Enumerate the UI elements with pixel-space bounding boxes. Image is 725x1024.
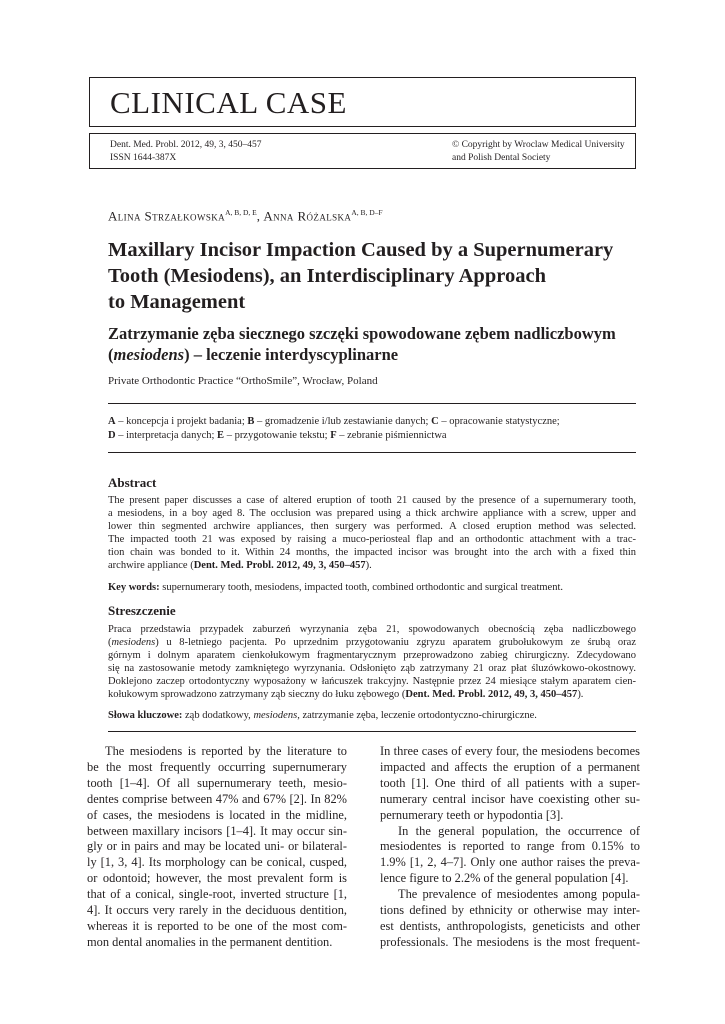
title-line: (mesiodens) – leczenie interdyscyplinarne [108, 345, 399, 364]
body-line: pernumerary teeth or hypodontia [3]. [380, 807, 564, 822]
body-line: impacted and affects the eruption of a permanent [380, 759, 640, 774]
copyright-line: © Copyright by Wroclaw Medical University [452, 140, 625, 150]
section-header-box [89, 77, 636, 127]
body-line: between maxillary incisors [1–4]. It may occur sin- [87, 823, 347, 838]
body-line: lence figure to 2.2% of the general population [4]. [380, 871, 629, 886]
streszczenie-line: (mesiodens) u 8-letniego pacjenta. Po uprzednim przygotowaniu zgryzu aparatem grubołukowym ze śrubą oraz [108, 636, 636, 648]
author-name: Alina Strzałkowska [108, 208, 226, 224]
body-line: or odontoid; however, the most prevalent form is [87, 871, 347, 886]
streszczenie-line: kołukowym sprowadzono zatrzymany ząb sieczny do łuku zębowego (Dent. Med. Probl. 2012, 49, 3, 450–457). [108, 688, 584, 700]
body-line: of cases, the mesiodens is located in the midline, [87, 807, 347, 822]
body-line: professionals. The mesiodens is the most frequent- [380, 934, 640, 949]
streszczenie-text [108, 624, 636, 701]
author-list [108, 208, 383, 224]
contribution-legend [108, 415, 560, 442]
streszczenie-line: Praca przedstawia przypadek zaburzeń wyrzynania zęba 21, spowodowanych obecnością zęba nadliczbowego [108, 624, 636, 635]
contribution-line: D – interpretacja danych; E – przygotowanie tekstu; F – zebranie piśmiennictwa [108, 429, 447, 441]
title-line: Tooth (Mesiodens), an Interdisciplinary Approach [108, 265, 546, 287]
abstract-line: archwire appliance (Dent. Med. Probl. 2012, 49, 3, 450–457). [108, 559, 372, 571]
author-name: Anna Różalska [263, 208, 352, 224]
title-line: Zatrzymanie zęba siecznego szczęki spowodowane zębem nadliczbowym [108, 324, 616, 343]
abstract-text [108, 495, 636, 572]
keywords-label: Key words: [108, 582, 160, 593]
copyright-line: and Polish Dental Society [452, 153, 551, 163]
divider [108, 403, 636, 404]
divider [108, 731, 636, 732]
title-line: to Management [108, 291, 246, 313]
contribution-line: A – koncepcja i projekt badania; B – gromadzenie i/lub zestawianie danych; C – opracowanie statystyczne; [108, 416, 560, 427]
author-separator: , [256, 208, 264, 224]
body-line: that of a conical, single-root, inverted structure [1, [87, 887, 347, 902]
body-line: The mesiodens is reported by the literature to [105, 744, 347, 758]
abstract-heading: Abstract [108, 475, 157, 490]
author-contribution-sup: A, B, D–F [351, 208, 383, 217]
body-line: mesiodentes is reported to range from 0.15% to [380, 839, 640, 854]
abstract-line: lower thin segmented archwire appliances, then surgery was performed. A closed eruption method was selected. [108, 520, 636, 532]
streszczenie-line: Doklejono zaczep ortodontyczny wyposażony w łańcuszek trakcyjny. Następnie przez 24 miesiące stałym aparatem cien- [108, 675, 636, 687]
article-title-en [108, 237, 638, 315]
streszczenie-line: górnym i dolnym aparatem cienkołukowym fragmentarycznym przeprowadzono zabieg chirurgiczny. Zdecydowano [108, 649, 636, 661]
body-line: tions defined by ethnicity or otherwise may inter- [380, 903, 640, 918]
body-line: ly [1, 3, 4]. Its morphology can be conical, cusped, [87, 855, 347, 870]
body-line: 1.9% [1, 2, 4–7]. Only one author raises the preva- [380, 855, 640, 870]
body-line: mon dental anomalies in the permanent dentition. [87, 934, 333, 949]
title-line: Maxillary Incisor Impaction Caused by a Supernumerary [108, 239, 614, 261]
body-line: dentes comprise between 47% and 67% [2]. In 82% [87, 791, 347, 806]
body-line: whereas it is reported to be one of the most com- [87, 918, 347, 933]
body-line: In three cases of every four, the mesiodens becomes [380, 744, 640, 758]
section-title: CLINICAL CASE [110, 85, 347, 120]
abstract-line: tion chain was bonded to it. Within 24 months, the impacted incisor was brought into the arch with a fixed thin [108, 546, 636, 558]
abstract-line: The present paper discusses a case of altered eruption of tooth 21 caused by the presence of a supernumerary tooth, [108, 495, 636, 506]
body-line: The prevalence of mesiodentes among popula- [398, 887, 640, 902]
body-line: tooth [1–4]. Of all supernumerary teeth, mesio- [87, 775, 347, 790]
divider [108, 452, 636, 453]
abstract-line: a mesiodens, in a boy aged 8. The occlusion was prepared using a thick archwire appliance with a screw, upper and [108, 507, 636, 519]
body-line: tooth [1]. One third of all patients with a super- [380, 775, 640, 790]
keywords-pl: Słowa kluczowe: ząb dodatkowy, mesiodens, zatrzymanie zęba, leczenie ortodontyczno-chirurgiczne. [108, 710, 537, 721]
body-line: 4]. It occurs very rarely in the deciduous dentition, [87, 903, 347, 918]
abstract-line: The impacted tooth 21 was exposed by raising a muco-periosteal flap and an orthodontic attachment with a trac- [108, 533, 636, 545]
journal-citation [110, 139, 261, 165]
author-contribution-sup: A, B, D, E [225, 208, 257, 217]
article-title-pl [108, 323, 638, 365]
streszczenie-line: się na zastosowanie metody zamkniętego wyrzynania. Odsłonięto ząb zatrzymany 21 oraz płat śluzówkowo-okostnowy. [108, 662, 636, 674]
copyright-notice [452, 139, 625, 165]
keywords-en: Key words: supernumerary tooth, mesiodens, impacted tooth, combined orthodontic and surgical treatment. [108, 582, 563, 593]
body-column-left [87, 744, 347, 951]
body-line: est dentists, anthropologists, geneticists and other [380, 918, 640, 933]
body-line: numerary central incisor have coexisting other su- [380, 791, 640, 806]
streszczenie-heading: Streszczenie [108, 603, 176, 618]
issn: ISSN 1644-387X [110, 153, 177, 163]
body-line: be the most frequently occurring supernumerary [87, 759, 347, 774]
keywords-label: Słowa kluczowe: [108, 710, 183, 721]
journal-ref: Dent. Med. Probl. 2012, 49, 3, 450–457 [110, 140, 262, 150]
body-line: gly or in pairs and may be located uni- or bilateral- [87, 839, 347, 854]
body-line: In the general population, the occurrence of [398, 823, 640, 838]
affiliation: Private Orthodontic Practice “OrthoSmile”, Wrocław, Poland [108, 375, 378, 387]
journal-meta-box [89, 133, 636, 169]
body-column-right [380, 744, 640, 951]
